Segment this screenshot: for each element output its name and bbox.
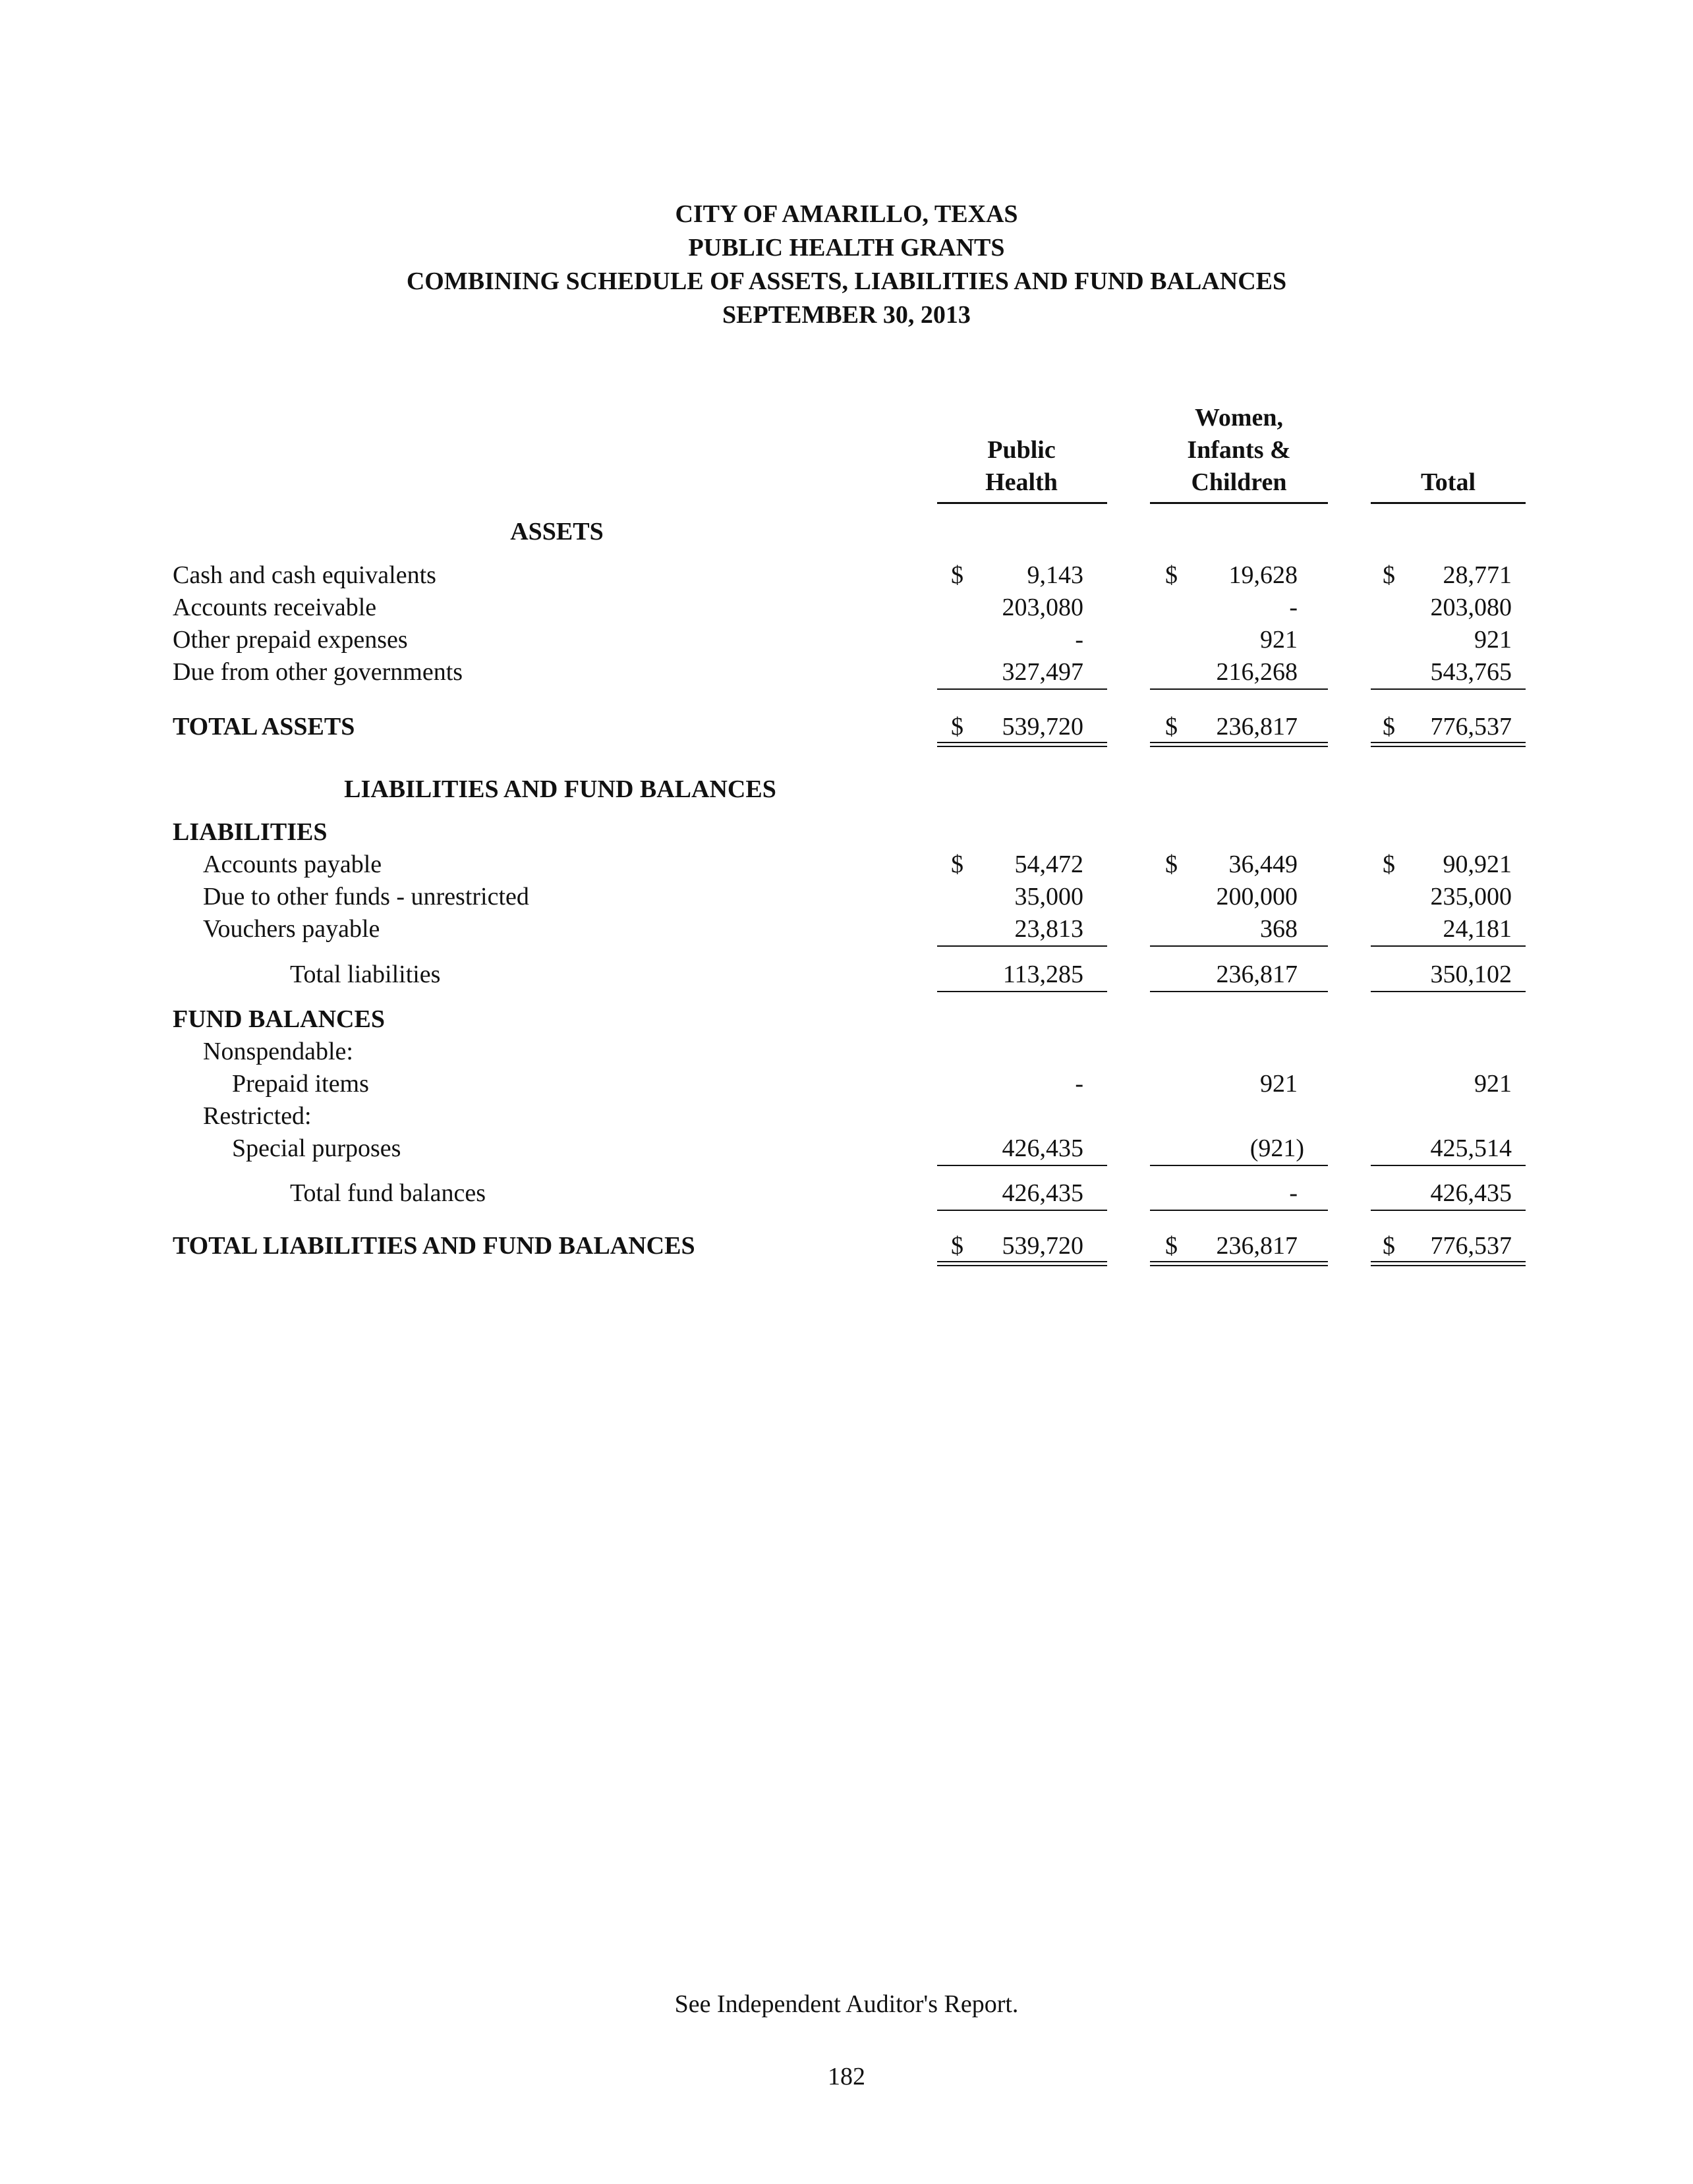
due-funds-wic: 200,000: [1216, 883, 1298, 910]
subtotal-rule: [937, 1165, 1107, 1166]
dollar-sign: $: [951, 1232, 963, 1260]
subtotal-rule: [937, 688, 1107, 690]
section-fund-balances: FUND BALANCES: [173, 1005, 385, 1033]
subtotal-rule: [1371, 1165, 1526, 1166]
due-funds-public-health: 35,000: [1014, 883, 1083, 910]
subtotal-rule: [1150, 1165, 1328, 1166]
report-heading: [0, 198, 1693, 332]
total-double-rule: [937, 742, 1107, 747]
dollar-sign: $: [1383, 561, 1395, 589]
column-header-rule: [1150, 502, 1328, 504]
total-double-rule: [1150, 742, 1328, 747]
subtotal-rule: [1371, 991, 1526, 992]
row-label-special-purposes: Special purposes: [232, 1134, 401, 1162]
ap-public-health: 54,472: [1014, 851, 1083, 878]
auditor-report-note: See Independent Auditor's Report.: [674, 1990, 1019, 2018]
prepaid-expenses-total: 921: [1474, 626, 1512, 654]
heading-fund: PUBLIC HEALTH GRANTS: [688, 234, 1005, 262]
dollar-sign: $: [1383, 713, 1395, 741]
dollar-sign: $: [1165, 561, 1178, 589]
subtotal-rule: [1371, 945, 1526, 947]
row-label-ar: Accounts receivable: [173, 594, 377, 621]
cash-public-health: 9,143: [1027, 561, 1083, 589]
subtotal-rule: [937, 991, 1107, 992]
column-header-rule: [1371, 502, 1526, 504]
subtotal-rule: [1150, 991, 1328, 992]
row-label-due-gov: Due from other governments: [173, 658, 463, 686]
dollar-sign: $: [1383, 1232, 1395, 1260]
special-purposes-total: 425,514: [1430, 1134, 1512, 1162]
prepaid-items-total: 921: [1474, 1070, 1512, 1098]
prepaid-items-wic: 921: [1260, 1070, 1298, 1098]
total-double-rule: [1371, 1261, 1526, 1266]
due-funds-total: 235,000: [1430, 883, 1512, 910]
ap-total: 90,921: [1443, 851, 1512, 878]
vouchers-total: 24,181: [1443, 915, 1512, 943]
dollar-sign: $: [1383, 851, 1395, 878]
total-assets-public-health: 539,720: [1002, 713, 1083, 741]
subtotal-rule: [1371, 1210, 1526, 1211]
dollar-sign: $: [951, 561, 963, 589]
row-label-prepaid-items: Prepaid items: [232, 1070, 369, 1098]
column-header-wic: Women, Infants & Children: [1187, 404, 1291, 496]
total-double-rule: [1371, 742, 1526, 747]
subtotal-rule: [1150, 1210, 1328, 1211]
prepaid-expenses-public-health: -: [1075, 626, 1083, 654]
column-header-total: Total: [1420, 468, 1476, 496]
column-header-public-health: Public Health: [985, 436, 1058, 496]
total-assets-total: 776,537: [1430, 713, 1512, 741]
due-gov-total: 543,765: [1430, 658, 1512, 686]
row-label-total-assets: TOTAL ASSETS: [173, 713, 355, 741]
dollar-sign: $: [1165, 713, 1178, 741]
row-label-cash: Cash and cash equivalents: [173, 561, 436, 589]
vouchers-wic: 368: [1260, 915, 1298, 943]
total-double-rule: [937, 1261, 1107, 1266]
ar-total: 203,080: [1430, 594, 1512, 621]
row-label-vouchers: Vouchers payable: [203, 915, 380, 943]
prepaid-items-public-health: -: [1075, 1070, 1083, 1098]
total-assets-wic: 236,817: [1216, 713, 1298, 741]
dollar-sign: $: [1165, 1232, 1178, 1260]
column-header-rule: [937, 502, 1107, 504]
section-assets: ASSETS: [510, 518, 604, 546]
ar-public-health: 203,080: [1002, 594, 1083, 621]
heading-date: SEPTEMBER 30, 2013: [722, 301, 971, 329]
subtotal-rule: [1371, 688, 1526, 690]
heading-schedule: COMBINING SCHEDULE OF ASSETS, LIABILITIES AND FUND BALANCES: [406, 267, 1287, 295]
due-gov-wic: 216,268: [1216, 658, 1298, 686]
total-fund-balances-wic: -: [1289, 1179, 1298, 1207]
cash-total: 28,771: [1443, 561, 1512, 589]
row-label-total-liabilities: Total liabilities: [290, 961, 441, 988]
prepaid-expenses-wic: 921: [1260, 626, 1298, 654]
dollar-sign: $: [951, 713, 963, 741]
special-purposes-public-health: 426,435: [1002, 1134, 1083, 1162]
subsection-restricted: Restricted:: [203, 1102, 312, 1130]
cash-wic: 19,628: [1228, 561, 1298, 589]
total-fund-balances-public-health: 426,435: [1002, 1179, 1083, 1207]
total-lfb-public-health: 539,720: [1002, 1232, 1083, 1260]
heading-city: CITY OF AMARILLO, TEXAS: [675, 200, 1018, 228]
row-label-prepaid-expenses: Other prepaid expenses: [173, 626, 408, 654]
row-label-total-fund-balances: Total fund balances: [290, 1179, 486, 1207]
subtotal-rule: [937, 1210, 1107, 1211]
subtotal-rule: [1150, 688, 1328, 690]
total-liabilities-total: 350,102: [1430, 961, 1512, 988]
vouchers-public-health: 23,813: [1014, 915, 1083, 943]
total-double-rule: [1150, 1261, 1328, 1266]
row-label-total-lfb: TOTAL LIABILITIES AND FUND BALANCES: [173, 1232, 695, 1260]
subtotal-rule: [1150, 945, 1328, 947]
special-purposes-wic: (921): [1249, 1134, 1304, 1162]
total-liabilities-public-health: 113,285: [1002, 961, 1083, 988]
section-liabilities: LIABILITIES: [173, 818, 328, 846]
subtotal-rule: [937, 945, 1107, 947]
total-liabilities-wic: 236,817: [1216, 961, 1298, 988]
total-fund-balances-total: 426,435: [1430, 1179, 1512, 1207]
subsection-nonspendable: Nonspendable:: [203, 1038, 353, 1065]
due-gov-public-health: 327,497: [1002, 658, 1083, 686]
ap-wic: 36,449: [1228, 851, 1298, 878]
total-lfb-wic: 236,817: [1216, 1232, 1298, 1260]
row-label-due-funds: Due to other funds - unrestricted: [203, 883, 529, 910]
dollar-sign: $: [951, 851, 963, 878]
section-liabilities-fund-balances: LIABILITIES AND FUND BALANCES: [344, 775, 776, 803]
page-number: 182: [828, 2063, 865, 2090]
ar-wic: -: [1289, 594, 1298, 621]
total-lfb-total: 776,537: [1430, 1232, 1512, 1260]
row-label-ap: Accounts payable: [203, 851, 382, 878]
dollar-sign: $: [1165, 851, 1178, 878]
